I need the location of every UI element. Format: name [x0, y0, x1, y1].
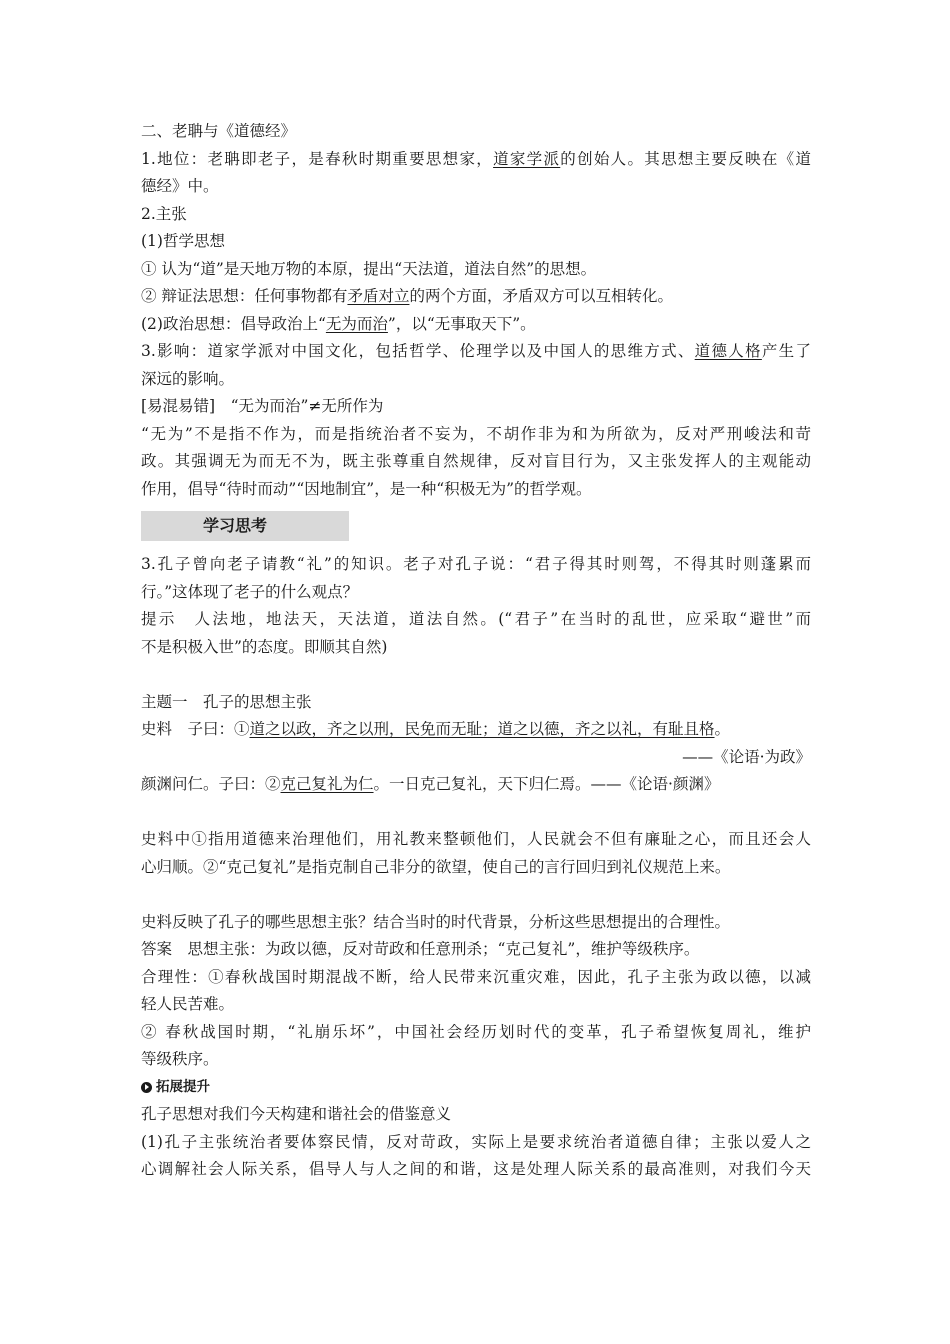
politics-point: (2)政治思想：倡导政治上“无为而治”，以“无事取天下”。 [141, 314, 536, 333]
play-circle-icon [141, 1082, 152, 1093]
underlined-quote: 道之以政，齐之以刑，民免而无耻；道之以德，齐之以礼，有耻且格 [249, 720, 715, 738]
underlined-term: 无为而治 [325, 314, 388, 333]
extend-title: 孔子思想对我们今天构建和谐社会的借鉴意义 [141, 1105, 452, 1123]
topic-answer: 答案 思想主张：为政以德，反对苛政和任意刑杀；“克己复礼”，维护等级秩序。 [141, 940, 700, 958]
status-paragraph-cont: 德经》中。 [141, 177, 219, 195]
rationale-line: 合理性：①春秋战国时期混战不断，给人民带来沉重灾难，因此，孔子主张为政以德，以减 [141, 967, 811, 986]
underlined-term: 道德人格 [694, 342, 762, 360]
underlined-term: 矛盾对立 [347, 287, 410, 305]
spacer [141, 661, 811, 689]
source-1: 史料 子曰：①道之以政，齐之以刑，民免而无耻；道之以德，齐之以礼，有耻且格。 [141, 720, 731, 738]
topic-title: 主题一 孔子的思想主张 [141, 692, 312, 711]
spacer [141, 881, 811, 909]
extend-heading: 拓展提升 [141, 1074, 811, 1102]
philosophy-point-1: ① 认为“道”是天地万物的本原，提出“天法道，道法自然”的思想。 [141, 259, 597, 278]
section-title: 二、老聃与《道德经》 [141, 122, 297, 140]
extend-line: 心调解社会人际关系，倡导人与人之间的和谐，这是处理人际关系的最高准则，对我们今天 [141, 1160, 811, 1178]
study-think-banner: 学习思考 [141, 511, 349, 541]
underlined-quote: 克己复礼为仁 [280, 775, 374, 793]
influence-paragraph: 3.影响：道家学派对中国文化，包括哲学、伦理学以及中国人的思维方式、道德人格产生了 [141, 342, 811, 360]
rationale-line: 轻人民苦难。 [141, 995, 235, 1013]
confusion-line: “无为”不是指不作为，而是指统治者不妄为，不胡作非为和为所欲为，反对严刑峻法和苛 [141, 424, 811, 443]
spacer [141, 799, 811, 827]
extend-line: (1)孔子主张统治者要体察民情，反对苛政，实际上是要求统治者道德自律；主张以爱人之 [141, 1132, 811, 1151]
philosophy-point-2: ② 辩证法思想：任何事物都有矛盾对立的两个方面，矛盾双方可以互相转化。 [141, 287, 673, 305]
rationale-line: 等级秩序。 [141, 1050, 219, 1068]
source-note: 史料中①指用道德来治理他们，用礼教来整顿他们，人民就会不但有廉耻之心，而且还会人 [141, 830, 811, 848]
influence-paragraph-cont: 深远的影响。 [141, 369, 235, 388]
study-question-cont: 行。”这体现了老子的什么观点？ [141, 582, 359, 601]
status-paragraph: 1.地位：老聃即老子，是春秋时期重要思想家，道家学派的创始人。其思想主要反映在《道 [141, 149, 811, 168]
philosophy-heading: (1)哲学思想 [141, 232, 225, 250]
source-1-citation: ——《论语·为政》 [682, 747, 811, 766]
study-hint: 提示 人法地，地法天，天法道，道法自然。(“君子”在当时的乱世，应采取“避世”而 [141, 610, 811, 628]
topic-question: 史料反映了孔子的哪些思想主张？结合当时的时代背景，分析这些思想提出的合理性。 [141, 912, 731, 931]
confusion-line: 政。其强调无为而无不为，既主张尊重自然规律，反对盲目行为，又主张发挥人的主观能动 [141, 452, 811, 470]
source-2: 颜渊问仁。子曰：②克己复礼为仁。一日克己复礼，天下归仁焉。——《论语·颜渊》 [141, 775, 720, 793]
source-note-cont: 心归顺。②“克己复礼”是指克制自己非分的欲望，使自己的言行回归到礼仪规范上来。 [141, 857, 731, 876]
study-question: 3.孔子曾向老子请教“礼”的知识。老子对孔子说：“君子得其时则驾，不得其时则蓬累而 [141, 555, 811, 573]
confusion-title: [易混易错] “无为而治”≠无所作为 [141, 397, 384, 415]
claims-heading: 2.主张 [141, 204, 187, 223]
study-hint-cont: 不是积极入世”的态度。即顺其自然) [141, 637, 388, 656]
confusion-line: 作用，倡导“待时而动”“因地制宜”，是一种“积极无为”的哲学观。 [141, 479, 592, 498]
document-page [141, 118, 811, 1184]
rationale-line: ② 春秋战国时期，“礼崩乐坏”，中国社会经历划时代的变革，孔子希望恢复周礼，维护 [141, 1022, 811, 1041]
underlined-term: 道家学派 [493, 149, 561, 168]
